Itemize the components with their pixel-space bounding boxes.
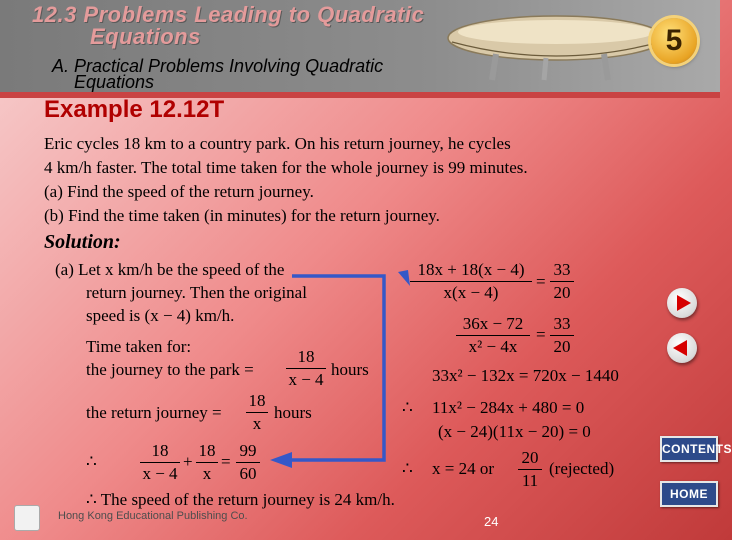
equals-sign: = xyxy=(536,325,546,344)
fraction-bar xyxy=(456,335,530,336)
fraction-bar xyxy=(550,335,574,336)
part-a-line: speed is (x − 4) km/h. xyxy=(86,306,235,325)
chapter-badge: 5 xyxy=(651,18,697,64)
section-title-line1: 12.3 Problems Leading to Quadratic xyxy=(32,2,425,27)
fraction-numerator: 18 xyxy=(297,347,315,366)
fraction-numerator: 18 xyxy=(248,391,266,410)
fraction-bar xyxy=(236,462,260,463)
return-time-fraction xyxy=(246,391,268,434)
fraction-denominator: x − 4 xyxy=(142,464,178,483)
park-journey-label: the journey to the park = xyxy=(86,360,254,379)
next-slide-button[interactable] xyxy=(667,288,697,318)
fraction-numerator: 99 xyxy=(239,441,257,460)
return-journey-label: the return journey = xyxy=(86,403,222,422)
working-step-1-rhs xyxy=(550,260,574,303)
fraction-numerator: 18x + 18(x − 4) xyxy=(417,260,525,279)
problem-line: Eric cycles 18 km to a country park. On his return journey, he cycles xyxy=(44,134,511,153)
fraction-numerator: 33 xyxy=(553,260,571,279)
fraction-denominator: x(x − 4) xyxy=(443,283,499,302)
fraction-numerator: 33 xyxy=(553,314,571,333)
equals-sign: = xyxy=(221,452,231,471)
section-title-line2: Equations xyxy=(90,24,201,49)
part-a-line: return journey. Then the original xyxy=(86,283,307,302)
working-step-3: 33x² − 132x = 720x − 1440 xyxy=(432,366,619,385)
solution-heading: Solution: xyxy=(44,231,121,253)
fraction-bar xyxy=(518,469,542,470)
working-step-1-fraction xyxy=(410,260,532,303)
subtitle-line1: A. Practical Problems Involving Quadratic xyxy=(52,56,384,76)
problem-statement xyxy=(44,132,644,228)
fraction-denominator: 20 xyxy=(553,283,571,302)
working-step-6: x = 24 or xyxy=(432,459,494,478)
fraction-bar xyxy=(196,462,218,463)
hours-unit: hours xyxy=(274,403,312,422)
rejected-root-fraction xyxy=(518,448,542,491)
fraction-bar xyxy=(410,281,532,282)
example-title: Example 12.12T xyxy=(44,96,225,123)
fraction-numerator: 36x − 72 xyxy=(462,314,524,333)
equals-sign: = xyxy=(536,272,546,291)
flow-arrow xyxy=(270,270,410,480)
fraction-denominator: 20 xyxy=(553,337,571,356)
fraction-bar xyxy=(246,412,268,413)
hours-unit: hours xyxy=(331,360,369,379)
problem-line: (a) Find the speed of the return journey. xyxy=(44,182,314,201)
play-left-icon xyxy=(667,333,697,363)
fraction-bar xyxy=(550,281,574,282)
working-step-2-fraction xyxy=(456,314,530,357)
part-a-line: (a) Let x km/h be the speed of the xyxy=(55,260,285,279)
equation-fraction-3 xyxy=(236,441,260,484)
contents-button[interactable]: CONTENTS xyxy=(660,436,718,462)
fraction-denominator: 60 xyxy=(239,464,257,483)
equation-fraction-1 xyxy=(140,441,180,484)
therefore-symbol: ∴ xyxy=(402,459,413,478)
fraction-bar xyxy=(140,462,180,463)
problem-line: (b) Find the time taken (in minutes) for the return journey. xyxy=(44,206,440,225)
building-illustration xyxy=(436,8,666,82)
problem-line: 4 km/h faster. The total time taken for the whole journey is 99 minutes. xyxy=(44,158,528,177)
conclusion-line: ∴ The speed of the return journey is 24 km/h. xyxy=(86,490,395,509)
equation-fraction-2 xyxy=(196,441,218,484)
rejected-note: (rejected) xyxy=(549,459,615,478)
time-taken-label: Time taken for: xyxy=(86,337,192,356)
fraction-denominator: x xyxy=(202,464,212,483)
fraction-numerator: 20 xyxy=(521,448,539,467)
fraction-numerator: 18 xyxy=(151,441,169,460)
previous-slide-button[interactable] xyxy=(667,333,697,363)
fraction-denominator: x xyxy=(252,414,262,433)
working-step-2-rhs xyxy=(550,314,574,357)
publisher-name: Hong Kong Educational Publishing Co. xyxy=(58,510,248,522)
publisher-logo xyxy=(14,505,40,531)
home-button[interactable]: HOME xyxy=(660,481,718,507)
fraction-numerator: 18 xyxy=(198,441,216,460)
subtitle-line2: Equations xyxy=(74,72,155,92)
working-step-5: (x − 24)(11x − 20) = 0 xyxy=(438,422,591,441)
fraction-denominator: x − 4 xyxy=(288,370,324,389)
page-number: 24 xyxy=(484,514,499,529)
play-right-icon xyxy=(667,288,697,318)
subsection-title xyxy=(52,58,482,90)
plus-sign: + xyxy=(183,452,193,471)
therefore-symbol: ∴ xyxy=(402,398,413,417)
fraction-denominator: 11 xyxy=(521,471,539,490)
working-step-4: 11x² − 284x + 480 = 0 xyxy=(432,398,585,417)
fraction-denominator: x² − 4x xyxy=(468,337,518,356)
therefore-symbol: ∴ xyxy=(86,452,97,471)
